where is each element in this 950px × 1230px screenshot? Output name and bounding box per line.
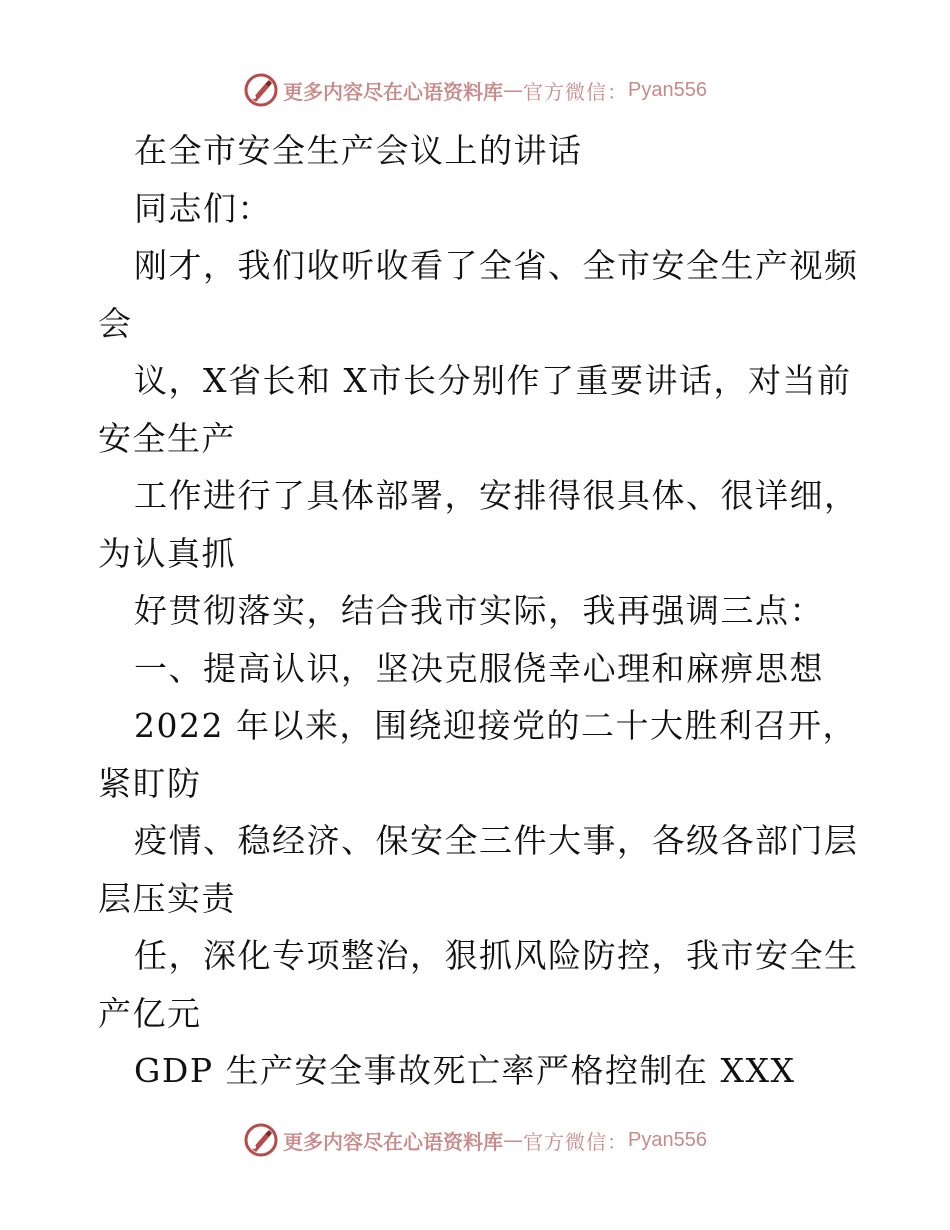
body-line: 任，深化专项整治，狠抓风险防控，我市安全生 bbox=[134, 936, 859, 975]
body-line: 疫情、稳经济、保安全三件大事，各级各部门层 bbox=[134, 821, 859, 860]
body-line: 2022 年以来，围绕迎接党的二十大胜利召开， bbox=[134, 706, 857, 745]
body-line: 好贯彻落实，结合我市实际，我再强调三点： bbox=[134, 591, 824, 630]
pen-logo-icon bbox=[243, 1122, 279, 1158]
header-watermark-banner bbox=[0, 70, 950, 110]
body-line: 产亿元 bbox=[98, 993, 202, 1033]
body-line: 为认真抓 bbox=[98, 533, 236, 573]
body-line: 议，X省长和 X市长分别作了重要讲话，对当前 bbox=[134, 361, 852, 400]
pen-logo-icon bbox=[243, 72, 279, 108]
banner-dash: — bbox=[503, 78, 524, 102]
body-line: 工作进行了具体部署，安排得很具体、很详细， bbox=[134, 476, 859, 515]
banner-main-text: 更多内容尽在心语资料库 bbox=[283, 1129, 504, 1154]
body-line: GDP 生产安全事故死亡率严格控制在 XXX bbox=[134, 1051, 796, 1090]
banner-wechat-id: Pyan556 bbox=[628, 78, 707, 101]
banner-label: 官方微信： bbox=[523, 1129, 629, 1154]
body-line: 层压实责 bbox=[98, 878, 236, 918]
doc-title: 在全市安全生产会议上的讲话 bbox=[134, 131, 583, 170]
body-line: 刚才，我们收听收看了全省、全市安全生产视频 bbox=[134, 246, 859, 285]
banner-main-text: 更多内容尽在心语资料库 bbox=[283, 79, 504, 104]
banner-wechat-id: Pyan556 bbox=[628, 1128, 707, 1151]
body-line: 会 bbox=[98, 303, 133, 343]
banner-dash: — bbox=[503, 1128, 524, 1152]
banner-label: 官方微信： bbox=[523, 79, 629, 104]
section-heading: 一、提高认识，坚决克服侥幸心理和麻痹思想 bbox=[134, 648, 824, 688]
salutation: 同志们： bbox=[134, 188, 272, 228]
document-body bbox=[98, 122, 878, 1100]
footer-watermark-banner bbox=[0, 1120, 950, 1160]
body-line: 紧盯防 bbox=[98, 763, 202, 803]
body-line: 安全生产 bbox=[98, 418, 236, 458]
